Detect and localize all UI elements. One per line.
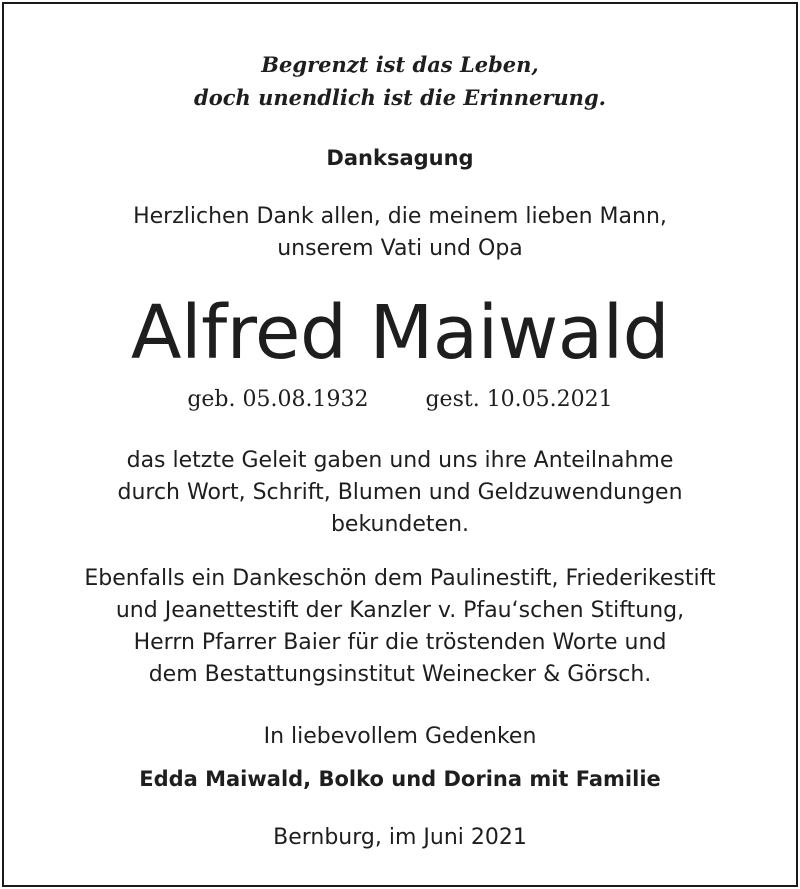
closing-phrase: In liebevollem Gedenken: [263, 724, 537, 749]
thanks-line-1: das letzte Geleit gaben und uns ihre Anteilnahme: [126, 448, 674, 473]
thanks-line-2: durch Wort, Schrift, Blumen und Geldzuwendungen: [117, 480, 683, 505]
extra-line-2: und Jeanettestift der Kanzler v. Pfau‘schen Stiftung,: [115, 598, 685, 623]
thanks-text: [4, 445, 796, 541]
heading: Danksagung: [326, 146, 474, 170]
birth-date: geb. 05.08.1932: [187, 387, 369, 412]
signers: Edda Maiwald, Bolko und Dorina mit Familie: [139, 767, 661, 791]
extra-line-4: dem Bestattungsinstitut Weinecker & Görsch.: [148, 662, 652, 687]
deceased-name: Alfred Maiwald: [130, 290, 670, 376]
motto-line-1: Begrenzt ist das Leben,: [261, 52, 539, 77]
thanks-line-3: bekundeten.: [330, 512, 470, 537]
intro-text: [4, 201, 796, 265]
death-date: gest. 10.05.2021: [425, 387, 613, 412]
place-date: Bernburg, im Juni 2021: [273, 825, 527, 850]
intro-line-2: unserem Vati und Opa: [277, 236, 523, 261]
motto-line-2: doch unendlich ist die Erinnerung.: [194, 85, 606, 110]
extra-line-1: Ebenfalls ein Dankeschön dem Paulinestift, Friederikestift: [84, 566, 716, 591]
notice-frame: [2, 2, 798, 887]
extra-thanks-text: [4, 563, 796, 691]
intro-line-1: Herzlichen Dank allen, die meinem lieben Mann,: [133, 204, 667, 229]
extra-line-3: Herrn Pfarrer Baier für die tröstenden Worte und: [133, 630, 667, 655]
motto: [4, 48, 796, 114]
life-dates: [4, 384, 796, 416]
